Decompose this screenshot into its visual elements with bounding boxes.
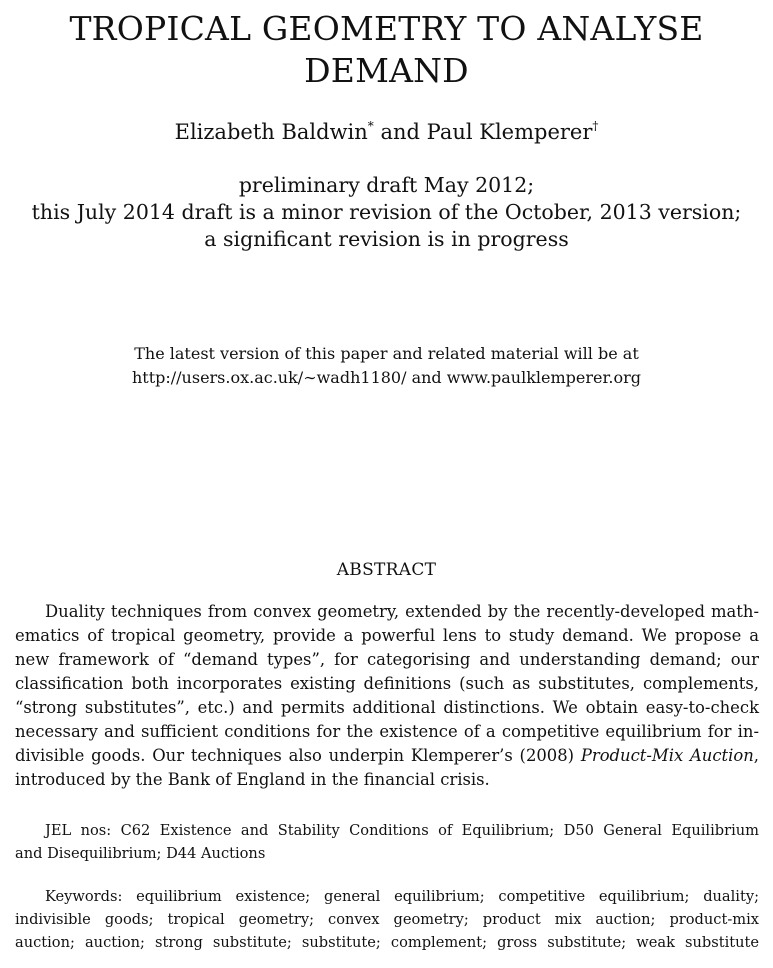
jel-line-2: and Disequilibrium; D44 Auctions: [15, 845, 266, 862]
abstract-line: introduced by the Bank of England in the financial crisis.: [15, 770, 490, 789]
author-list: [0, 118, 773, 146]
paper-title: [0, 8, 773, 92]
abstract-line: new framework of “demand types”, for categorising and understanding demand; our: [15, 650, 759, 669]
author-name-1: Elizabeth Baldwin: [174, 120, 368, 144]
title-line-2: DEMAND: [304, 51, 469, 90]
abstract-body: [15, 600, 759, 792]
author-footnote-mark-1: *: [367, 119, 374, 133]
abstract-line: necessary and sufficient conditions for the existence of a competitive equilibrium for in-: [15, 722, 759, 741]
abstract-heading: ABSTRACT: [336, 560, 437, 580]
draft-date-line-1: preliminary draft May 2012;: [238, 173, 535, 197]
abstract-line: classification both incorporates existing definitions (such as substitutes, complements,: [15, 674, 759, 693]
abstract-line-with-italic: [15, 744, 759, 768]
title-line-1: TROPICAL GEOMETRY TO ANALYSE: [69, 9, 704, 48]
abstract-line: ematics of tropical geometry, provide a powerful lens to study demand. We propose a: [15, 626, 759, 645]
latest-version-urls: http://users.ox.ac.uk/∼wadh1180/ and www.paulklemperer.org: [131, 368, 642, 387]
draft-dates: [0, 172, 773, 253]
keywords-line-2: indivisible goods; tropical geometry; convex geometry; product mix auction; product-mix: [15, 911, 759, 928]
author-footnote-mark-2: †: [592, 119, 599, 133]
keywords: [15, 885, 759, 954]
draft-date-line-2: this July 2014 draft is a minor revision of the October, 2013 version;: [31, 200, 742, 224]
latest-version-line-1: The latest version of this paper and related material will be at: [134, 344, 639, 363]
abstract-line-text: divisible goods. Our techniques also underpin Klemperer’s (2008): [15, 746, 581, 765]
draft-date-line-3: a significant revision is in progress: [204, 227, 569, 251]
latest-version-note: [0, 342, 773, 390]
keywords-line-3: auction; auction; strong substitute; substitute; complement; gross substitute; weak substitute: [15, 934, 759, 951]
author-name-2: Paul Klemperer: [426, 120, 593, 144]
abstract-line: “strong substitutes”, etc.) and permits additional distinctions. We obtain easy-to-check: [15, 698, 759, 717]
author-conjunction: and: [373, 120, 427, 144]
jel-line-1: JEL nos: C62 Existence and Stability Conditions of Equilibrium; D50 General Equilibrium: [45, 822, 759, 839]
abstract-line-punctuation: ,: [753, 746, 760, 765]
abstract-line: Duality techniques from convex geometry, extended by the recently-developed math-: [45, 602, 759, 621]
jel-codes: [15, 819, 759, 865]
product-mix-auction-term: Product-Mix Auction: [580, 746, 754, 765]
keywords-line-1: Keywords: equilibrium existence; general equilibrium; competitive equilibrium; duality;: [45, 888, 759, 905]
